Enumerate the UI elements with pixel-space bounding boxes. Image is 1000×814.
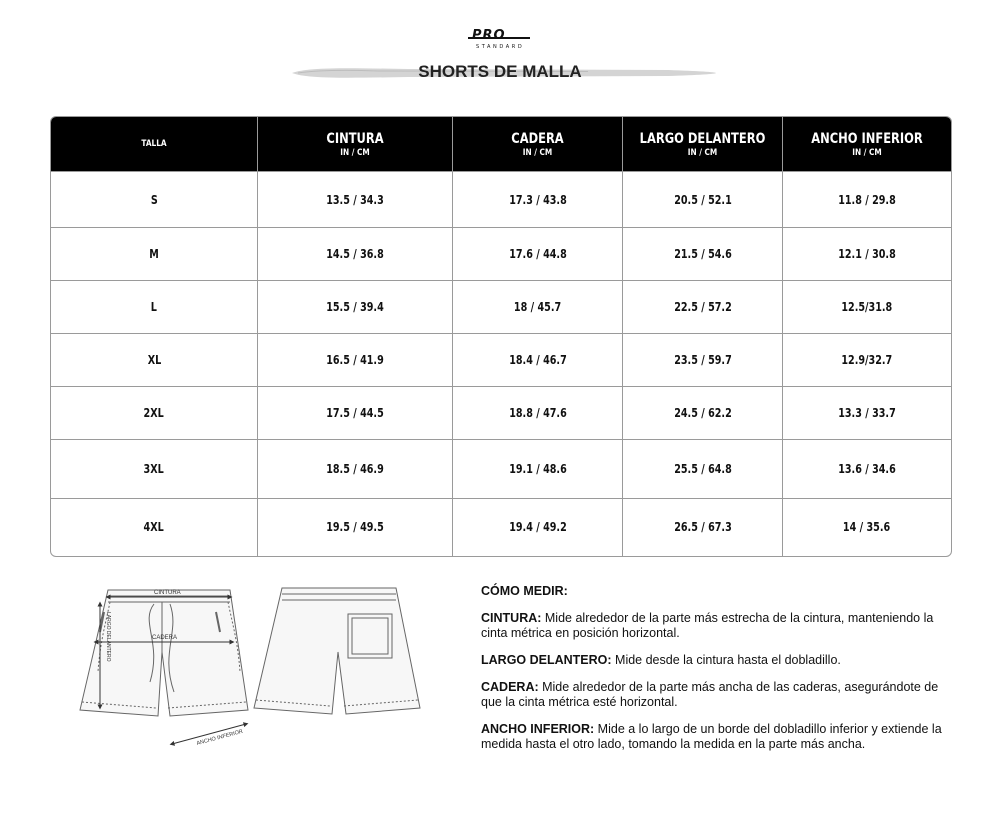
- value-cell: 12.5/31.8: [783, 280, 951, 333]
- logo-text: PRO: [472, 28, 506, 43]
- guide-item-ancho-inferior: ANCHO INFERIOR: Mide a lo largo de un borde del dobladillo inferior y extiende la medida hasta el otro lado, tomando la medida en la parte más ancha.: [481, 722, 942, 751]
- label-cadera: CADERA: [152, 635, 178, 641]
- value-cell: 18.8 / 47.6: [453, 386, 623, 439]
- value-cell: 17.6 / 44.8: [453, 227, 623, 279]
- table-row: [51, 386, 951, 439]
- header-cadera: CADERA IN / CM: [453, 117, 623, 171]
- value-cell: 12.9/32.7: [783, 333, 951, 386]
- value-cell: 16.5 / 41.9: [258, 333, 453, 386]
- value-cell: 13.3 / 33.7: [783, 386, 951, 439]
- table-row: [51, 439, 951, 497]
- value-cell: 18 / 45.7: [453, 280, 623, 333]
- table-row: [51, 280, 951, 333]
- table-header-row: [51, 117, 951, 171]
- value-cell: 21.5 / 54.6: [623, 227, 783, 279]
- guide-item-cadera: CADERA: Mide alrededor de la parte más ancha de las caderas, asegurándote de que la cinta métrica esté horizontal.: [481, 680, 939, 709]
- value-cell: 13.6 / 34.6: [783, 439, 951, 497]
- value-cell: 22.5 / 57.2: [623, 280, 783, 333]
- table-row: [51, 171, 951, 227]
- size-cell: 4XL: [51, 498, 258, 556]
- table-row: [51, 498, 951, 556]
- label-ancho-inferior: ANCHO INFERIOR: [195, 728, 244, 747]
- page-title: SHORTS DE MALLA: [418, 62, 582, 81]
- header-talla: TALLA: [51, 117, 258, 171]
- value-cell: 19.1 / 48.6: [453, 439, 623, 497]
- header-ancho-inferior: ANCHO INFERIOR IN / CM: [783, 117, 951, 171]
- size-cell: 3XL: [51, 439, 258, 497]
- size-cell: 2XL: [51, 386, 258, 439]
- value-cell: 18.5 / 46.9: [258, 439, 453, 497]
- value-cell: 25.5 / 64.8: [623, 439, 783, 497]
- value-cell: 15.5 / 39.4: [258, 280, 453, 333]
- brand-logo: [468, 30, 534, 52]
- label-largo-delantero: LARGO DELANTERO: [105, 612, 111, 662]
- value-cell: 23.5 / 59.7: [623, 333, 783, 386]
- value-cell: 20.5 / 52.1: [623, 171, 783, 227]
- value-cell: 14 / 35.6: [783, 498, 951, 556]
- value-cell: 26.5 / 67.3: [623, 498, 783, 556]
- value-cell: 17.3 / 43.8: [453, 171, 623, 227]
- value-cell: 19.4 / 49.2: [453, 498, 623, 556]
- size-cell: XL: [51, 333, 258, 386]
- size-cell: M: [51, 227, 258, 279]
- table-row: [51, 333, 951, 386]
- guide-heading: CÓMO MEDIR:: [481, 584, 568, 598]
- guide-item-largo-delantero: LARGO DELANTERO: Mide desde la cintura hasta el dobladillo.: [481, 653, 841, 667]
- value-cell: 19.5 / 49.5: [258, 498, 453, 556]
- header-largo-delantero: LARGO DELANTERO IN / CM: [623, 117, 783, 171]
- label-cintura: CINTURA: [154, 590, 181, 596]
- value-cell: 14.5 / 36.8: [258, 227, 453, 279]
- value-cell: 12.1 / 30.8: [783, 227, 951, 279]
- table-row: [51, 227, 951, 279]
- value-cell: 24.5 / 62.2: [623, 386, 783, 439]
- value-cell: 11.8 / 29.8: [783, 171, 951, 227]
- value-cell: 13.5 / 34.3: [258, 171, 453, 227]
- size-chart-table: [50, 116, 952, 557]
- guide-item-cintura: CINTURA: Mide alrededor de la parte más estrecha de la cintura, manteniendo la cinta métrica en posición horizontal.: [481, 611, 934, 640]
- value-cell: 17.5 / 44.5: [258, 386, 453, 439]
- how-to-measure-section: [481, 584, 951, 764]
- shorts-back-view: [254, 588, 420, 714]
- size-cell: L: [51, 280, 258, 333]
- logo-subtext: STANDARD: [476, 44, 525, 50]
- shorts-measurement-diagram: [70, 582, 440, 752]
- size-cell: S: [51, 171, 258, 227]
- header-cintura: CINTURA IN / CM: [258, 117, 453, 171]
- value-cell: 18.4 / 46.7: [453, 333, 623, 386]
